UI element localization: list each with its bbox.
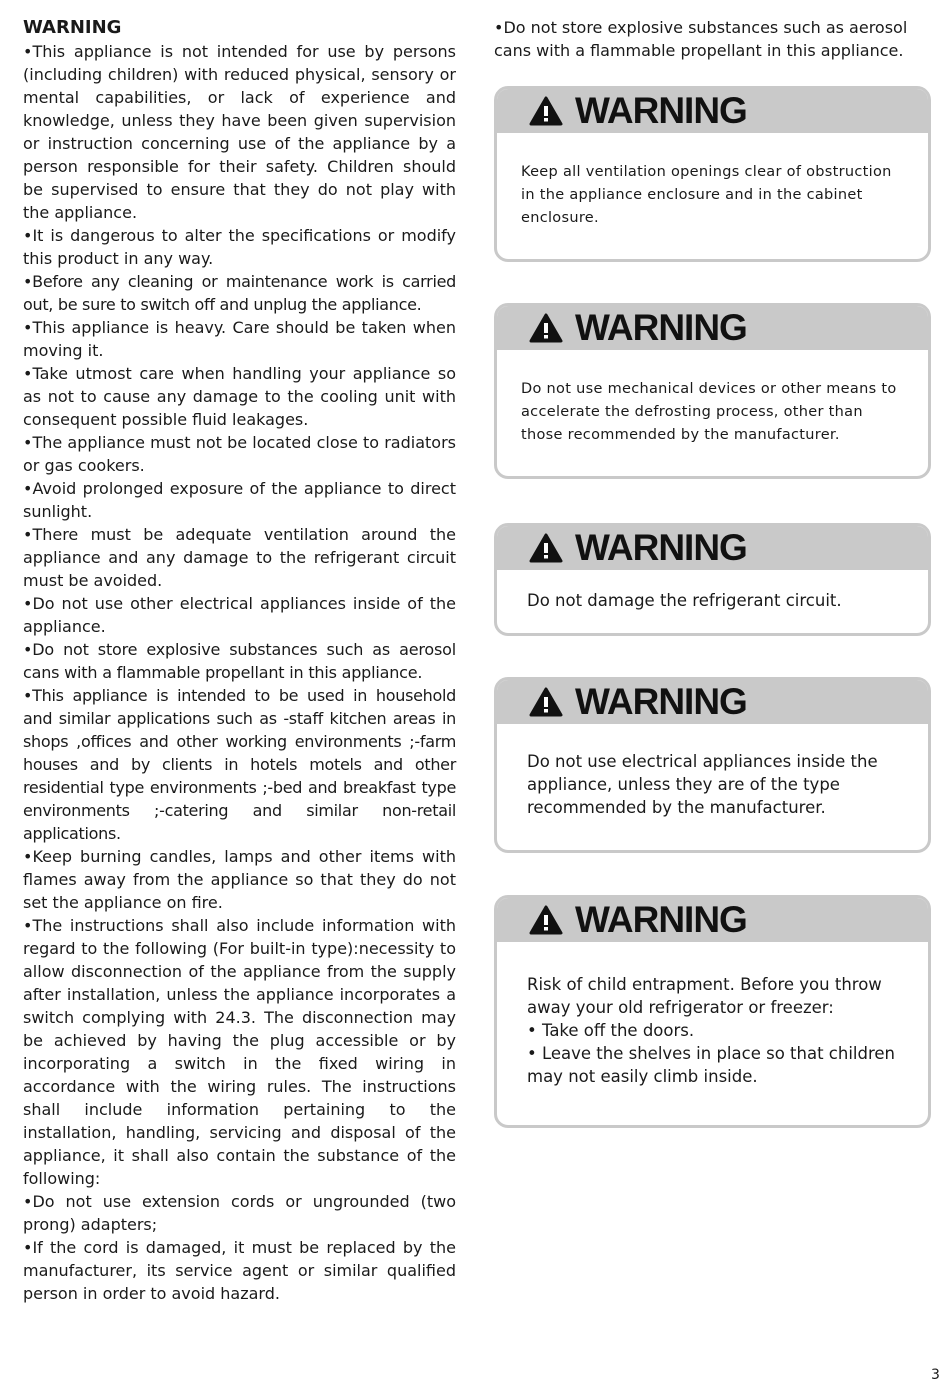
warning-body	[497, 724, 928, 819]
warning-body	[497, 350, 928, 447]
paragraph: •The appliance must not be located close to radiators or gas cookers.	[23, 433, 456, 475]
warning-title: WARNING	[575, 527, 747, 568]
paragraph: •This appliance is heavy. Care should be taken when moving it.	[23, 318, 456, 360]
warning-triangle-icon	[529, 533, 563, 563]
warning-triangle-icon	[529, 687, 563, 717]
warning-text: Do not use electrical appliances inside the appliance, unless they are of the type recommended by the manufacturer.	[527, 752, 878, 817]
paragraph: •Do not use other electrical appliances inside of the appliance.	[23, 594, 456, 636]
paragraph: •There must be adequate ventilation around the appliance and any damage to the refrigerant circuit must be avoided.	[23, 525, 456, 590]
warning-triangle-icon	[529, 905, 563, 935]
warning-box-refrigerant	[494, 523, 931, 636]
warning-text: Do not use mechanical devices or other means to accelerate the defrosting process, other than those recommended by the manufacturer.	[521, 381, 897, 443]
warning-title: WARNING	[575, 899, 747, 940]
warning-box-defrosting	[494, 303, 931, 479]
warning-text: Do not damage the refrigerant circuit.	[527, 591, 842, 610]
warning-title: WARNING	[575, 681, 747, 722]
paragraph: •Keep burning candles, lamps and other items with flames away from the appliance so that they do not set the appliance on fire.	[23, 847, 456, 912]
warning-header	[497, 680, 928, 724]
warning-body	[497, 133, 928, 230]
warning-box-child-entrapment	[494, 895, 931, 1128]
paragraph: •This appliance is not intended for use by persons (including children) with reduced physical, sensory or mental capabilities, or lack of experience and knowledge, unless they have been given supervision or instruction concerning use of the appliance by a person responsible for their safety. Children should be supervised to ensure that they do not play with the appliance.	[23, 42, 456, 222]
paragraph: •Do not use extension cords or ungrounded (two prong) adapters;	[23, 1192, 456, 1234]
paragraph: •If the cord is damaged, it must be replaced by the manufacturer, its service agent or similar qualified person in order to avoid hazard.	[23, 1238, 456, 1303]
warning-header	[497, 526, 928, 570]
paragraph: •Do not store explosive substances such as aerosol cans with a flammable propellant in this appliance.	[23, 640, 456, 682]
paragraph: •This appliance is intended to be used in household and similar applications such as -staff kitchen areas in shops ,offices and other working environments ;-farm houses and by clients in hotels motels and other residential type environments ;-bed and breakfast type environments ;-catering and similar non-retail applications.	[23, 686, 456, 843]
page-number: 3	[931, 1367, 940, 1383]
paragraph: •Before any cleaning or maintenance work is carried out, be sure to switch off and unplug the appliance.	[23, 272, 456, 314]
warning-triangle-icon	[529, 96, 563, 126]
warning-text: Risk of child entrapment. Before you throw away your old refrigerator or freezer:	[527, 975, 882, 1017]
warning-box-electrical	[494, 677, 931, 853]
warning-title: WARNING	[575, 90, 747, 131]
warning-body	[497, 570, 928, 612]
warning-bullet: • Leave the shelves in place so that children may not easily climb inside.	[527, 1044, 895, 1086]
paragraph: •The instructions shall also include information with regard to the following (For built-in type):necessity to allow disconnection of the appliance from the supply after installation, unless the appliance incorporates a switch complying with 24.3. The disconnection may be achieved by having the plug accessible or by incorporating a switch in the fixed wiring in accordance with the wiring rules. The instructions shall include information pertaining to the installation, handling, servicing and disposal of the appliance, it shall also contain the substance of the following:	[23, 916, 456, 1188]
warning-header	[497, 306, 928, 350]
warning-triangle-icon	[529, 313, 563, 343]
paragraph: •Take utmost care when handling your appliance so as not to cause any damage to the cooling unit with consequent possible fluid leakages.	[23, 364, 456, 429]
paragraph: •It is dangerous to alter the specifications or modify this product in any way.	[23, 226, 456, 268]
right-top-paragraph: •Do not store explosive substances such as aerosol cans with a flammable propellant in this appliance.	[494, 18, 908, 60]
warning-text: Keep all ventilation openings clear of obstruction in the appliance enclosure and in the cabinet enclosure.	[521, 164, 892, 226]
warning-body	[497, 942, 928, 1088]
left-column	[23, 16, 456, 1305]
warning-bullet: • Take off the doors.	[527, 1021, 695, 1040]
warning-box-ventilation	[494, 86, 931, 262]
warning-header	[497, 89, 928, 133]
section-heading: WARNING	[23, 17, 122, 38]
warning-title: WARNING	[575, 307, 747, 348]
warning-header	[497, 898, 928, 942]
paragraph: •Avoid prolonged exposure of the appliance to direct sunlight.	[23, 479, 456, 521]
